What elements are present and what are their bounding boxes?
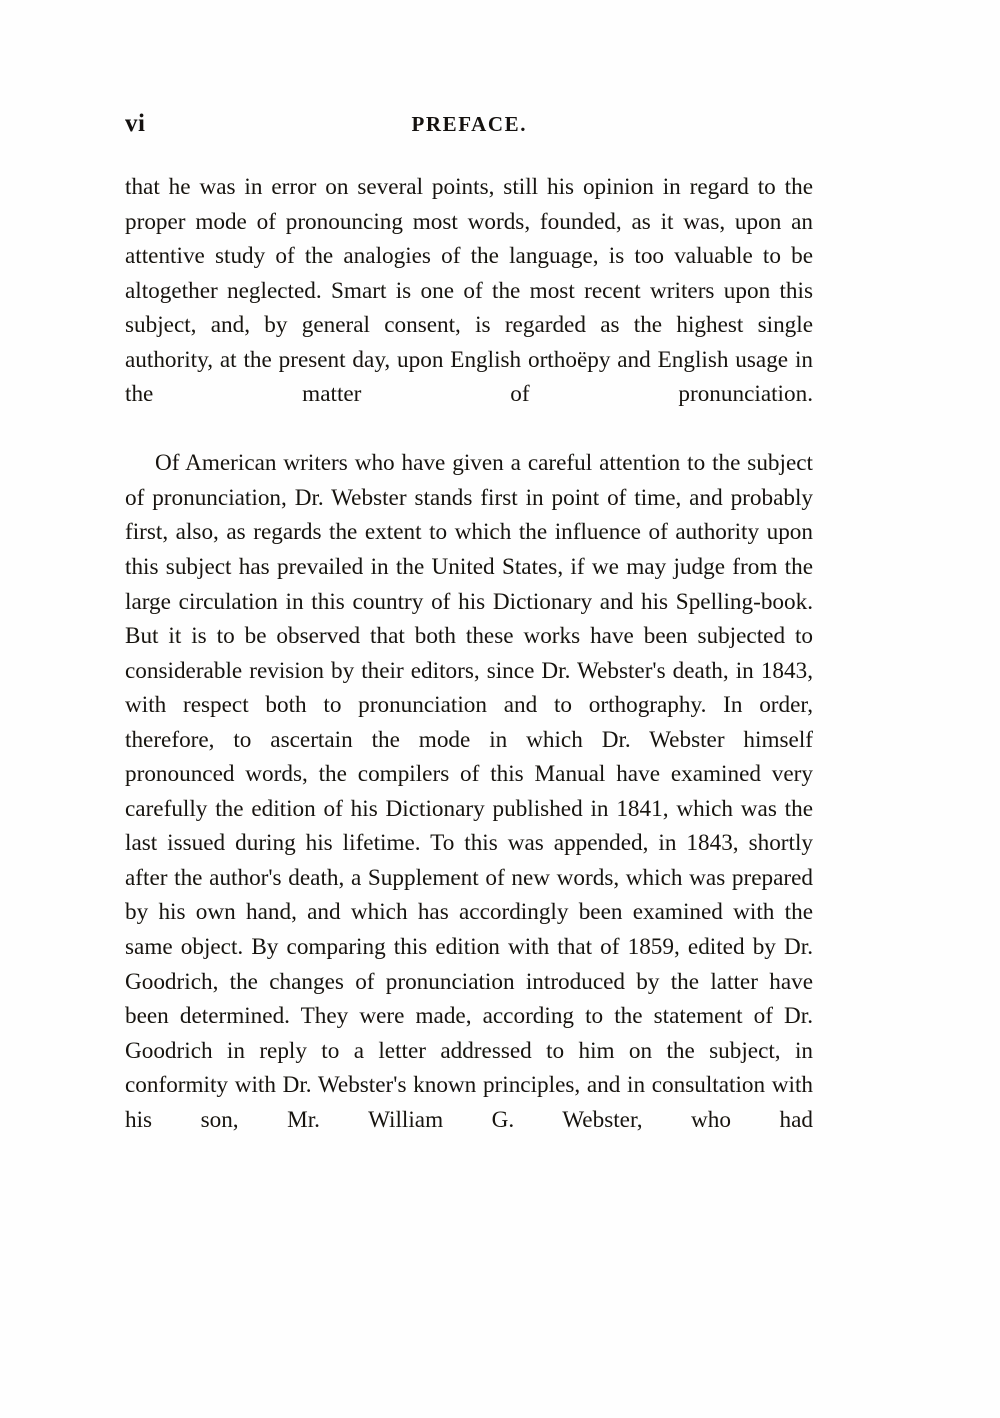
running-head-title: PREFACE. <box>411 112 528 136</box>
running-head <box>125 108 812 140</box>
page-folio-number: vi <box>125 110 146 137</box>
body-text-block <box>125 170 813 1172</box>
paragraph-american-writers: Of American writers who have given a careful attention to the subject of pronunciation, Dr. Webster stands first in point of time, and probably first, also, as regards the extent to which the influence of authority upon this subject has prevailed in the United States, if we may judge from the large circulation in this country of his Dictionary and his Spelling-book. But it is to be observed that both these works have been subjected to considerable revision by their editors, since Dr. Webster's death, in 1843, with respect both to pronunciation and to orthography. In order, therefore, to ascertain the mode in which Dr. Webster himself pronounced words, the compilers of this Manual have examined very carefully the edition of his Dictionary published in 1841, which was the last issued during his lifetime. To this was appended, in 1843, shortly after the author's death, a Supplement of new words, which was prepared by his own hand, and which has accordingly been examined with the same object. By comparing this edition with that of 1859, edited by Dr. Goodrich, the changes of pronunciation introduced by the latter have been determined. They were made, according to the statement of Dr. Goodrich in reply to a letter addressed to him on the subject, in conformity with Dr. Webster's known principles, and in consultation with his son, Mr. William G. Webster, who had <box>125 450 813 1133</box>
paragraph-continued: that he was in error on several points, still his opinion in regard to the proper mode of pronouncing most words, founded, as it was, upon an attentive study of the analogies of the language, is too valuable to be altogether neglected. Smart is one of the most recent writers upon this subject, and, by general consent, is regarded as the highest single authority, at the present day, upon English orthoëpy and English usage in the matter of pronunciation. <box>125 174 813 408</box>
